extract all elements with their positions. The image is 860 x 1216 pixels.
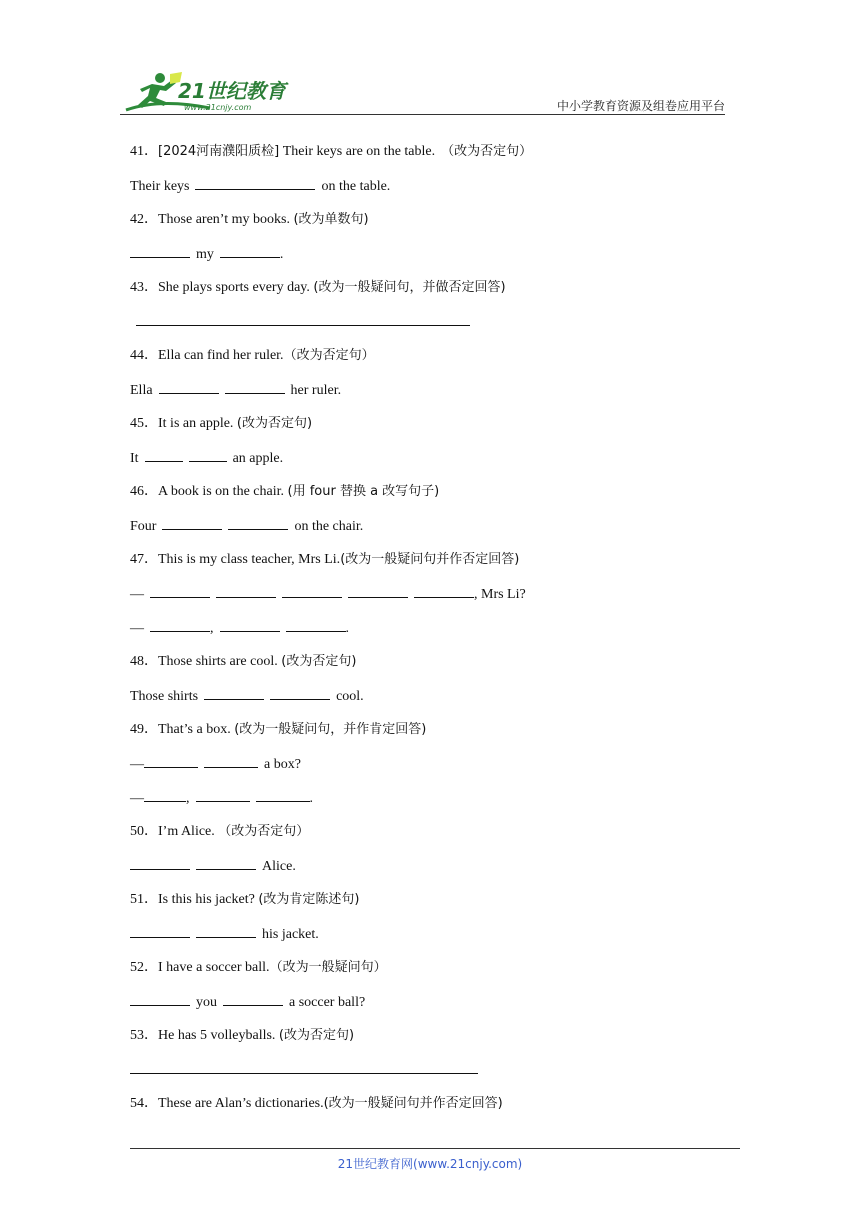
question-text: This is my class teacher, Mrs Li. bbox=[158, 552, 341, 567]
answer-41 bbox=[130, 177, 750, 211]
answer-suffix: a box? bbox=[264, 757, 301, 772]
logo-url: www.21cnjy.com bbox=[184, 103, 252, 112]
question-number: 46． bbox=[130, 484, 158, 499]
question-number: 51． bbox=[130, 892, 158, 907]
answer-43 bbox=[130, 313, 750, 347]
answer-line[interactable] bbox=[130, 1061, 478, 1074]
answer-prefix: Ella bbox=[130, 383, 153, 398]
question-48 bbox=[130, 653, 750, 687]
question-53 bbox=[130, 1027, 750, 1061]
answer-blank[interactable] bbox=[189, 449, 227, 462]
dialog-dash: — bbox=[130, 587, 144, 602]
answer-blank[interactable] bbox=[195, 177, 315, 190]
question-text: Their keys are on the table. bbox=[279, 144, 436, 159]
question-number: 49． bbox=[130, 722, 158, 737]
question-text: That’s a box. bbox=[158, 722, 235, 737]
answer-blank[interactable] bbox=[130, 245, 190, 258]
question-54 bbox=[130, 1095, 750, 1129]
answer-suffix: his jacket. bbox=[262, 927, 319, 942]
page-header bbox=[120, 68, 725, 114]
question-list bbox=[130, 143, 750, 1129]
answer-blank[interactable] bbox=[204, 687, 264, 700]
answer-blank[interactable] bbox=[220, 245, 280, 258]
answer-51 bbox=[130, 925, 750, 959]
platform-name: 中小学教育资源及组卷应用平台 bbox=[556, 99, 725, 113]
question-number: 44． bbox=[130, 348, 158, 363]
question-text: Those shirts are cool. bbox=[158, 654, 282, 669]
answer-blank[interactable] bbox=[150, 585, 210, 598]
answer-suffix: her ruler. bbox=[290, 383, 342, 398]
question-instruction: (改为否定句) bbox=[278, 1028, 355, 1043]
footer-link[interactable]: 21世纪教育网(www.21cnjy.com) bbox=[337, 1157, 523, 1171]
answer-blank[interactable] bbox=[145, 449, 183, 462]
answer-prefix: Their keys bbox=[130, 179, 190, 194]
answer-blank[interactable] bbox=[282, 585, 342, 598]
answer-blank[interactable] bbox=[144, 755, 198, 768]
question-number: 41． bbox=[130, 144, 158, 159]
answer-46 bbox=[130, 517, 750, 551]
answer-suffix: . bbox=[345, 621, 349, 636]
question-49 bbox=[130, 721, 750, 755]
question-instruction: (改为否定句) bbox=[236, 416, 313, 431]
question-instruction: (改为否定句) bbox=[281, 654, 357, 669]
answer-blank[interactable] bbox=[216, 585, 276, 598]
question-51 bbox=[130, 891, 750, 925]
question-text: It is an apple. bbox=[158, 416, 237, 431]
question-instruction: （改为否定句） bbox=[441, 144, 533, 159]
question-source: [2024河南濮阳质检] bbox=[158, 144, 280, 159]
question-52 bbox=[130, 959, 750, 993]
answer-49-reply bbox=[130, 789, 750, 823]
answer-line[interactable] bbox=[136, 313, 470, 326]
answer-blank[interactable] bbox=[159, 381, 219, 394]
answer-suffix: . bbox=[309, 791, 313, 806]
answer-blank[interactable] bbox=[130, 925, 190, 938]
question-instruction: (改为肯定陈述句) bbox=[258, 892, 360, 907]
answer-48 bbox=[130, 687, 750, 721]
question-instruction: （改为一般疑问句） bbox=[269, 960, 387, 975]
answer-blank[interactable] bbox=[348, 585, 408, 598]
question-instruction: (用 four 替换 a 改写句子) bbox=[287, 484, 440, 499]
question-number: 52． bbox=[130, 960, 158, 975]
question-text: I’m Alice. bbox=[158, 824, 219, 839]
answer-blank[interactable] bbox=[220, 619, 280, 632]
question-instruction: (改为一般疑问句，并做否定回答) bbox=[313, 280, 506, 295]
answer-blank[interactable] bbox=[270, 687, 330, 700]
answer-42 bbox=[130, 245, 750, 279]
question-41 bbox=[130, 143, 750, 177]
answer-word: you bbox=[196, 995, 217, 1010]
question-50 bbox=[130, 823, 750, 857]
dialog-dash: — bbox=[130, 621, 144, 636]
answer-50 bbox=[130, 857, 750, 891]
question-text: Ella can find her ruler. bbox=[158, 348, 284, 363]
answer-blank[interactable] bbox=[414, 585, 474, 598]
answer-blank[interactable] bbox=[150, 619, 210, 632]
question-47 bbox=[130, 551, 750, 585]
comma: , bbox=[210, 621, 214, 636]
answer-blank[interactable] bbox=[162, 517, 222, 530]
question-45 bbox=[130, 415, 750, 449]
question-number: 50． bbox=[130, 824, 158, 839]
answer-suffix: a soccer ball? bbox=[289, 995, 366, 1010]
answer-blank[interactable] bbox=[130, 857, 190, 870]
answer-45 bbox=[130, 449, 750, 483]
answer-44 bbox=[130, 381, 750, 415]
answer-blank[interactable] bbox=[144, 789, 186, 802]
question-text: She plays sports every day. bbox=[158, 280, 314, 295]
answer-suffix: on the table. bbox=[321, 179, 391, 194]
answer-suffix: on the chair. bbox=[294, 519, 364, 534]
question-number: 48． bbox=[130, 654, 158, 669]
logo-text: 21世纪教育 bbox=[178, 79, 286, 103]
question-instruction: (改为单数句) bbox=[293, 212, 369, 227]
answer-49-question bbox=[130, 755, 750, 789]
answer-52 bbox=[130, 993, 750, 1027]
question-44 bbox=[130, 347, 750, 381]
answer-blank[interactable] bbox=[196, 925, 256, 938]
answer-blank[interactable] bbox=[223, 993, 283, 1006]
header-divider bbox=[120, 114, 725, 115]
answer-47-question bbox=[130, 585, 750, 619]
dialog-dash: — bbox=[130, 757, 144, 772]
question-number: 42． bbox=[130, 212, 158, 227]
question-text: Those aren’t my books. bbox=[158, 212, 294, 227]
question-46 bbox=[130, 483, 750, 517]
question-instruction: (改为一般疑问句，并作肯定回答) bbox=[234, 722, 427, 737]
question-text: He has 5 volleyballs. bbox=[158, 1028, 279, 1043]
answer-suffix: , Mrs Li? bbox=[474, 587, 526, 602]
answer-blank[interactable] bbox=[196, 857, 256, 870]
footer-divider bbox=[130, 1148, 740, 1149]
answer-blank[interactable] bbox=[228, 517, 288, 530]
answer-suffix: cool. bbox=[336, 689, 364, 704]
question-text: Is this his jacket? bbox=[158, 892, 259, 907]
answer-blank[interactable] bbox=[256, 789, 310, 802]
answer-blank[interactable] bbox=[286, 619, 346, 632]
question-42 bbox=[130, 211, 750, 245]
answer-53 bbox=[130, 1061, 750, 1095]
answer-blank[interactable] bbox=[225, 381, 285, 394]
dialog-dash: — bbox=[130, 791, 144, 806]
answer-word: my bbox=[196, 247, 214, 262]
question-number: 45． bbox=[130, 416, 158, 431]
question-text: I have a soccer ball. bbox=[158, 960, 270, 975]
question-instruction: （改为否定句） bbox=[218, 824, 310, 839]
question-number: 53． bbox=[130, 1028, 158, 1043]
answer-blank[interactable] bbox=[196, 789, 250, 802]
answer-47-reply bbox=[130, 619, 750, 653]
question-text: These are Alan’s dictionaries. bbox=[158, 1096, 324, 1111]
question-number: 54． bbox=[130, 1096, 158, 1111]
answer-suffix: Alice. bbox=[262, 859, 296, 874]
question-text: A book is on the chair. bbox=[158, 484, 288, 499]
question-instruction: (改为一般疑问句并作否定回答) bbox=[323, 1096, 503, 1111]
logo bbox=[120, 68, 320, 114]
answer-blank[interactable] bbox=[130, 993, 190, 1006]
question-number: 43． bbox=[130, 280, 158, 295]
question-number: 47． bbox=[130, 552, 158, 567]
answer-prefix: It bbox=[130, 451, 139, 466]
question-43 bbox=[130, 279, 750, 313]
answer-prefix: Four bbox=[130, 519, 157, 534]
answer-suffix: . bbox=[279, 247, 284, 262]
answer-prefix: Those shirts bbox=[130, 689, 199, 704]
answer-blank[interactable] bbox=[204, 755, 258, 768]
answer-suffix: an apple. bbox=[232, 451, 284, 466]
question-instruction: （改为否定句） bbox=[283, 348, 375, 363]
comma: , bbox=[186, 791, 190, 806]
question-instruction: (改为一般疑问句并作否定回答) bbox=[340, 552, 520, 567]
